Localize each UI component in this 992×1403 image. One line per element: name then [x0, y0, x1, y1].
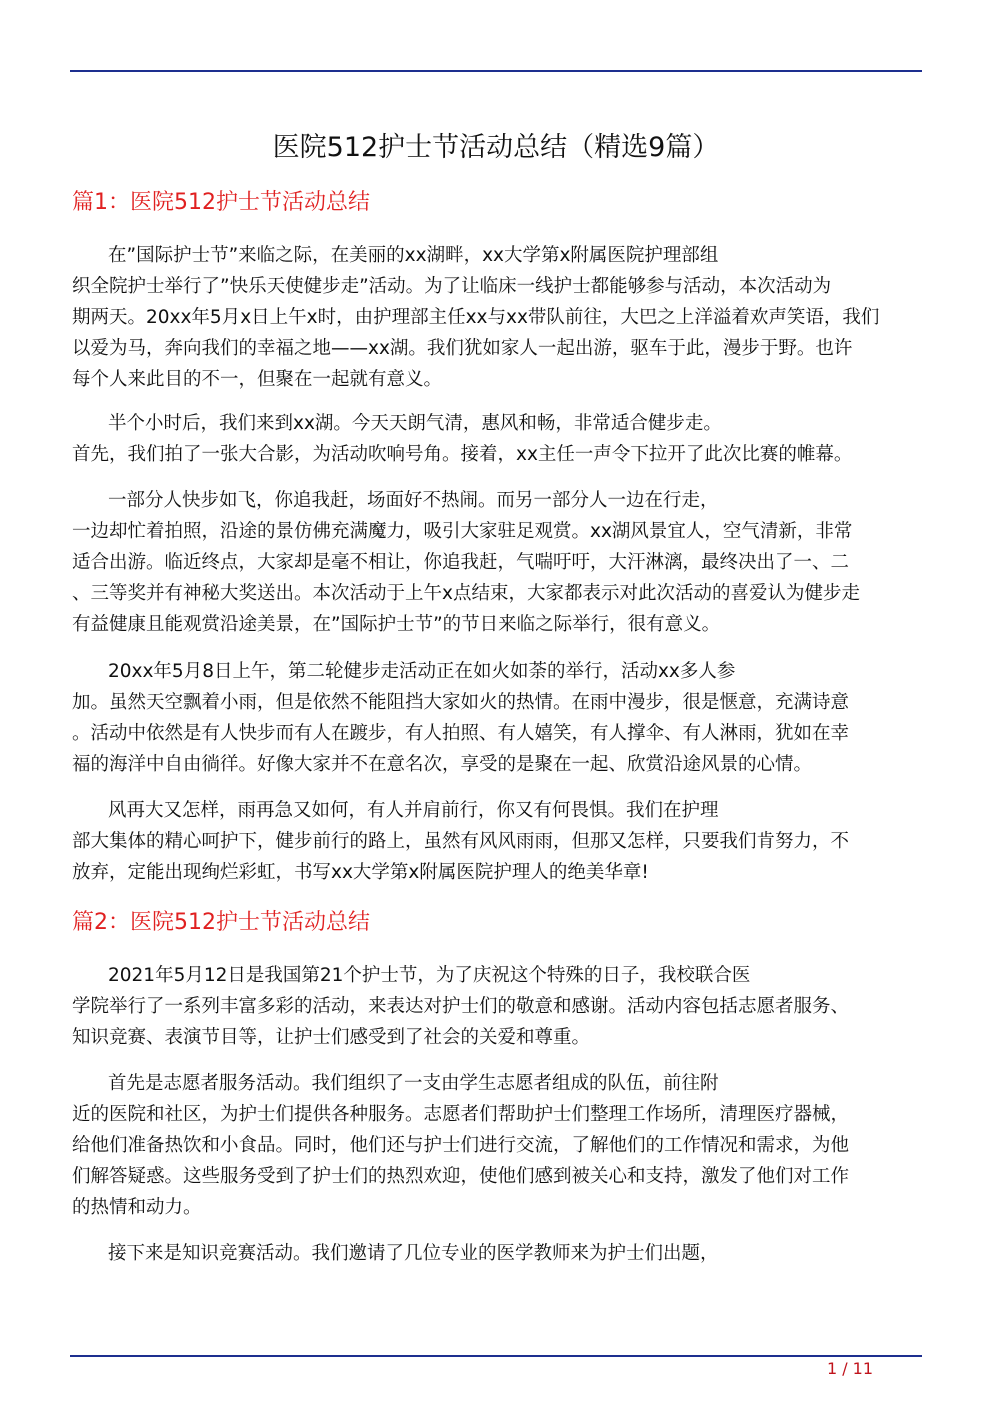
paragraph: [72, 240, 922, 395]
text-line: 期两天。20xx年5月x日上午x时，由护理部主任xx与xx带队前往，大巴之上洋溢着欢声笑语，我们: [72, 307, 880, 328]
text-line: 近的医院和社区，为护士们提供各种服务。志愿者们帮助护士们整理工作场所，清理医疗器械，: [72, 1104, 850, 1125]
text-line: 部大集体的精心呵护下，健步前行的路上，虽然有风风雨雨，但那又怎样，只要我们肯努力，不: [72, 831, 850, 852]
text-line: 织全院护士举行了”快乐天使健步走”活动。为了让临床一线护士都能够参与活动，本次活动为: [72, 276, 832, 297]
text-line: 的热情和动力。: [72, 1197, 202, 1218]
text-line: 以爱为马，奔向我们的幸福之地——xx湖。我们犹如家人一起出游，驱车于此，漫步于野。也许: [72, 338, 853, 359]
text-line: 、三等奖并有神秘大奖送出。本次活动于上午x点结束，大家都表示对此次活动的喜爱认为健步走: [72, 583, 860, 604]
text-line: 们解答疑惑。这些服务受到了护士们的热烈欢迎，使他们感到被关心和支持，激发了他们对工作: [72, 1166, 850, 1187]
paragraph: [72, 960, 922, 1053]
text-line: 首先，我们拍了一张大合影，为活动吹响号角。接着，xx主任一声令下拉开了此次比赛的帷幕。: [72, 444, 853, 465]
paragraph: [72, 408, 922, 470]
page-number: 1 / 11: [826, 1359, 874, 1378]
text-line: 首先是志愿者服务活动。我们组织了一支由学生志愿者组成的队伍，前往附: [108, 1073, 719, 1094]
text-line: 一部分人快步如飞，你追我赶，场面好不热闹。而另一部分人一边在行走，: [108, 490, 719, 511]
text-line: 。活动中依然是有人快步而有人在踱步，有人拍照、有人嬉笑，有人撑伞、有人淋雨，犹如在幸: [72, 723, 850, 744]
paragraph: [72, 1238, 922, 1269]
paragraph: [72, 485, 922, 640]
text-line: 知识竞赛、表演节目等，让护士们感受到了社会的关爱和尊重。: [72, 1027, 591, 1048]
text-line: 有益健康且能观赏沿途美景，在”国际护士节”的节日来临之际举行，很有意义。: [72, 614, 721, 635]
text-line: 20xx年5月8日上午，第二轮健步走活动正在如火如荼的举行，活动xx多人参: [108, 661, 736, 682]
text-line: 接下来是知识竞赛活动。我们邀请了几位专业的医学教师来为护士们出题，: [108, 1243, 719, 1264]
document-title: 医院512护士节活动总结（精选9篇）: [272, 132, 720, 163]
header-rule: [70, 70, 922, 72]
text-line: 每个人来此目的不一，但聚在一起就有意义。: [72, 369, 443, 390]
text-line: 放弃，定能出现绚烂彩虹，书写xx大学第x附属医院护理人的绝美华章!: [72, 862, 649, 883]
text-line: 半个小时后，我们来到xx湖。今天天朗气清，惠风和畅，非常适合健步走。: [108, 413, 722, 434]
text-line: 适合出游。临近终点，大家却是毫不相让，你追我赶，气喘吁吁，大汗淋漓，最终决出了一、二: [72, 552, 850, 573]
text-line: 学院举行了一系列丰富多彩的活动，来表达对护士们的敬意和感谢。活动内容包括志愿者服务、: [72, 996, 850, 1017]
text-line: 给他们准备热饮和小食品。同时，他们还与护士们进行交流，了解他们的工作情况和需求，为他: [72, 1135, 850, 1156]
section-heading: 篇1：医院512护士节活动总结: [72, 190, 370, 215]
text-line: 在”国际护士节”来临之际，在美丽的xx湖畔，xx大学第x附属医院护理部组: [108, 245, 719, 266]
paragraph: [72, 656, 922, 780]
section-heading: 篇2：医院512护士节活动总结: [72, 910, 370, 935]
paragraph: [72, 1068, 922, 1223]
text-line: 风再大又怎样，雨再急又如何，有人并肩前行，你又有何畏惧。我们在护理: [108, 800, 719, 821]
text-line: 2021年5月12日是我国第21个护士节，为了庆祝这个特殊的日子，我校联合医: [108, 965, 751, 986]
footer-rule: [70, 1355, 922, 1357]
text-line: 一边却忙着拍照，沿途的景仿佛充满魔力，吸引大家驻足观赏。xx湖风景宜人，空气清新，非常: [72, 521, 853, 542]
text-line: 加。虽然天空飘着小雨，但是依然不能阻挡大家如火的热情。在雨中漫步，很是惬意，充满诗意: [72, 692, 850, 713]
text-line: 福的海洋中自由徜徉。好像大家并不在意名次，享受的是聚在一起、欣赏沿途风景的心情。: [72, 754, 813, 775]
paragraph: [72, 795, 922, 888]
